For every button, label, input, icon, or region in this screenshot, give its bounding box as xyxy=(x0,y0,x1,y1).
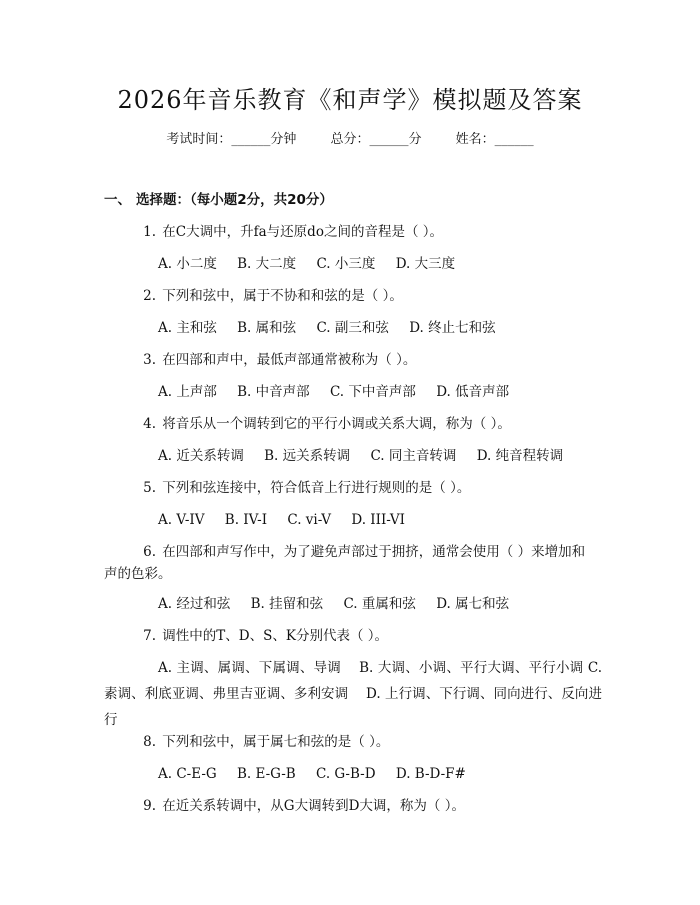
option: B. 中音声部 xyxy=(237,384,310,400)
question-4-options xyxy=(158,444,563,468)
option: A. 经过和弦 xyxy=(158,596,231,612)
section-number: 一、 xyxy=(104,192,131,208)
question-number: 4. xyxy=(143,416,156,432)
section-label: 选择题：（每小题2分，共20分） xyxy=(136,192,333,208)
question-2-options xyxy=(158,316,496,340)
question-number: 2. xyxy=(143,288,156,304)
option: A. C-E-G xyxy=(158,766,217,782)
question-text-continued: 声的色彩。 xyxy=(104,566,172,582)
option: A. 近关系转调 xyxy=(158,448,244,464)
option: D. 终止七和弦 xyxy=(409,320,496,336)
option: B. E-G-B xyxy=(236,766,296,782)
question-3-options xyxy=(158,380,509,404)
option: B. 远关系转调 xyxy=(264,448,351,464)
question-7 xyxy=(104,624,602,648)
question-8 xyxy=(104,730,602,754)
question-number: 9. xyxy=(143,798,156,814)
option: D. 属七和弦 xyxy=(436,596,510,612)
question-number: 5. xyxy=(143,480,156,496)
option: B. 大二度 xyxy=(237,256,297,272)
exam-info xyxy=(0,128,700,152)
question-5 xyxy=(104,476,602,500)
section-heading xyxy=(104,189,333,211)
option: C. 同主音转调 xyxy=(370,448,457,464)
question-1 xyxy=(104,220,602,244)
option: D. 纯音程转调 xyxy=(476,448,564,464)
option: A. 小二度 xyxy=(158,256,217,272)
option: C. 小三度 xyxy=(316,256,376,272)
question-5-options xyxy=(158,508,405,532)
page-title: 2026年音乐教育《和声学》模拟题及答案 xyxy=(117,86,583,114)
question-6 xyxy=(104,540,602,564)
question-number: 3. xyxy=(143,352,156,368)
option: B. 属和弦 xyxy=(237,320,297,336)
option: A. V-IV xyxy=(158,512,205,528)
question-number: 1. xyxy=(143,224,156,240)
question-7-options: A. 主调、属调、下属调、导调 B. 大调、小调、平行大调、平行小调 C. 素调、利底亚调、弗里吉亚调、多利安调 D. 上行调、下行调、同向进行、反向进行 xyxy=(104,660,602,728)
question-text: 在四部和声写作中，为了避免声部过于拥挤，通常会使用（ ）来增加和 xyxy=(162,544,586,560)
question-number: 7. xyxy=(143,628,156,644)
question-6-continued xyxy=(104,562,602,586)
option: C. 重属和弦 xyxy=(343,596,416,612)
exam-score: 总分：______分 xyxy=(330,132,422,147)
option: C. 下中音声部 xyxy=(329,384,416,400)
exam-time: 考试时间：______分钟 xyxy=(166,132,297,147)
question-number: 8. xyxy=(143,734,156,750)
question-2 xyxy=(104,284,602,308)
question-text: 调性中的T、D、S、K分别代表（ ）。 xyxy=(162,628,388,644)
option: D. B-D-F# xyxy=(395,766,466,782)
question-number: 6. xyxy=(143,544,156,560)
question-8-options xyxy=(158,762,466,786)
question-1-options xyxy=(158,252,455,276)
question-text: 在C大调中，升fa与还原do之间的音程是（ ）。 xyxy=(162,224,443,240)
question-4 xyxy=(104,412,602,436)
option: D. 低音声部 xyxy=(436,384,510,400)
question-3 xyxy=(104,348,602,372)
question-text: 下列和弦连接中，符合低音上行进行规则的是（ ）。 xyxy=(162,480,471,496)
option: A. 主和弦 xyxy=(158,320,217,336)
option: C. vi-V xyxy=(287,512,332,528)
option: C. G-B-D xyxy=(315,766,376,782)
question-text: 将音乐从一个调转到它的平行小调或关系大调，称为（ ）。 xyxy=(162,416,511,432)
question-text: 下列和弦中，属于不协和和弦的是（ ）。 xyxy=(162,288,403,304)
question-text: 下列和弦中，属于属七和弦的是（ ）。 xyxy=(162,734,390,750)
option: D. III-VI xyxy=(351,512,405,528)
option: C. 副三和弦 xyxy=(316,320,389,336)
option: B. IV-I xyxy=(224,512,268,528)
question-6-options xyxy=(158,592,509,616)
exam-name: 姓名：______ xyxy=(455,132,534,147)
option: B. 挂留和弦 xyxy=(250,596,324,612)
question-text: 在近关系转调中，从G大调转到D大调，称为（ ）。 xyxy=(162,798,465,814)
question-text: 在四部和声中，最低声部通常被称为（ ）。 xyxy=(162,352,417,368)
option: A. 上声部 xyxy=(158,384,217,400)
question-9 xyxy=(104,794,602,818)
option: D. 大三度 xyxy=(395,256,456,272)
